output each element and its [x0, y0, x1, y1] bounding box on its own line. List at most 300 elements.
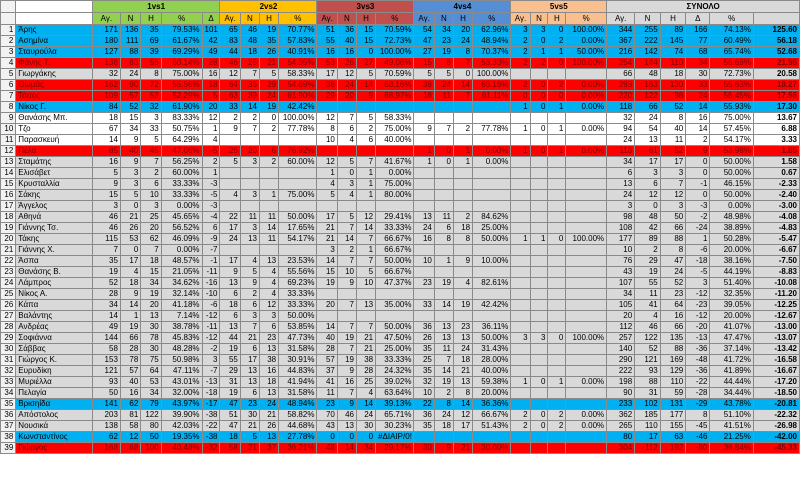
- data-cell[interactable]: 41.72%: [710, 355, 753, 366]
- player-name-cell[interactable]: Κωνσταντίνος: [16, 432, 93, 443]
- data-cell[interactable]: 20.00%: [710, 245, 753, 256]
- data-cell[interactable]: 5: [220, 157, 240, 168]
- data-cell[interactable]: -5: [202, 146, 220, 157]
- data-cell[interactable]: [453, 267, 472, 278]
- data-cell[interactable]: 25.00%: [473, 223, 511, 234]
- data-cell[interactable]: 24: [635, 113, 661, 124]
- data-cell[interactable]: -2: [202, 344, 220, 355]
- data-cell[interactable]: 68.97%: [376, 91, 414, 102]
- data-cell[interactable]: 40: [660, 124, 686, 135]
- data-cell[interactable]: 13: [356, 300, 375, 311]
- data-cell[interactable]: [414, 102, 434, 113]
- data-cell[interactable]: [511, 201, 530, 212]
- data-cell[interactable]: 25: [414, 355, 434, 366]
- data-cell[interactable]: -80: [686, 443, 710, 454]
- data-cell[interactable]: 52: [120, 102, 140, 113]
- data-cell[interactable]: -12: [202, 311, 220, 322]
- data-cell[interactable]: [240, 135, 259, 146]
- data-cell[interactable]: 19: [453, 300, 472, 311]
- row-number-cell[interactable]: 13: [1, 157, 16, 168]
- data-cell[interactable]: 18: [220, 432, 240, 443]
- data-cell[interactable]: 8: [434, 234, 453, 245]
- data-cell[interactable]: 6: [220, 311, 240, 322]
- data-cell[interactable]: 0.67: [753, 168, 799, 179]
- data-cell[interactable]: 136: [120, 25, 140, 36]
- data-cell[interactable]: 39: [240, 91, 259, 102]
- data-cell[interactable]: [473, 201, 511, 212]
- data-cell[interactable]: 155: [660, 421, 686, 432]
- data-cell[interactable]: 28: [92, 289, 120, 300]
- data-cell[interactable]: 33: [414, 300, 434, 311]
- data-cell[interactable]: 76: [607, 256, 635, 267]
- data-cell[interactable]: 24: [260, 91, 279, 102]
- data-cell[interactable]: [511, 223, 530, 234]
- data-cell[interactable]: 50.00%: [710, 190, 753, 201]
- data-cell[interactable]: 0: [120, 201, 140, 212]
- data-cell[interactable]: 10: [414, 256, 434, 267]
- data-cell[interactable]: 1: [548, 377, 566, 388]
- data-cell[interactable]: [337, 311, 356, 322]
- data-cell[interactable]: [530, 256, 548, 267]
- data-cell[interactable]: [434, 179, 453, 190]
- data-cell[interactable]: [530, 278, 548, 289]
- data-cell[interactable]: 24: [686, 91, 710, 102]
- data-cell[interactable]: [548, 223, 566, 234]
- data-cell[interactable]: 56.69%: [710, 58, 753, 69]
- data-cell[interactable]: 5: [202, 91, 220, 102]
- data-cell[interactable]: 3: [511, 333, 530, 344]
- data-cell[interactable]: 35: [260, 36, 279, 47]
- data-cell[interactable]: 40: [317, 333, 337, 344]
- data-cell[interactable]: 16: [317, 47, 337, 58]
- data-cell[interactable]: 47: [220, 421, 240, 432]
- data-cell[interactable]: [548, 300, 566, 311]
- data-cell[interactable]: 38.89%: [710, 223, 753, 234]
- data-cell[interactable]: [279, 135, 317, 146]
- data-cell[interactable]: 14: [356, 223, 375, 234]
- data-cell[interactable]: 80: [607, 432, 635, 443]
- data-cell[interactable]: 1: [530, 234, 548, 245]
- data-cell[interactable]: [453, 289, 472, 300]
- data-cell[interactable]: 57: [317, 355, 337, 366]
- data-cell[interactable]: 100.00%: [566, 25, 607, 36]
- row-number-cell[interactable]: 5: [1, 69, 16, 80]
- player-name-cell[interactable]: Φάνης Τ.: [16, 58, 93, 69]
- data-cell[interactable]: 15: [92, 190, 120, 201]
- data-cell[interactable]: 15: [317, 267, 337, 278]
- data-cell[interactable]: 98: [660, 91, 686, 102]
- data-cell[interactable]: 30: [141, 344, 161, 355]
- player-name-cell[interactable]: Σταυρούλα: [16, 47, 93, 58]
- data-cell[interactable]: 19: [260, 25, 279, 36]
- data-cell[interactable]: -45: [686, 421, 710, 432]
- player-name-cell[interactable]: Πελαγία: [16, 388, 93, 399]
- data-cell[interactable]: 38: [414, 80, 434, 91]
- data-cell[interactable]: -2.33: [753, 179, 799, 190]
- data-cell[interactable]: [279, 201, 317, 212]
- data-cell[interactable]: 0: [317, 432, 337, 443]
- data-cell[interactable]: [337, 201, 356, 212]
- data-cell[interactable]: 180: [92, 36, 120, 47]
- data-cell[interactable]: 4: [337, 135, 356, 146]
- data-cell[interactable]: [566, 69, 607, 80]
- data-cell[interactable]: 64: [141, 366, 161, 377]
- data-cell[interactable]: 0: [686, 190, 710, 201]
- data-cell[interactable]: -36: [686, 344, 710, 355]
- data-cell[interactable]: [434, 201, 453, 212]
- data-cell[interactable]: 45: [141, 146, 161, 157]
- data-cell[interactable]: 12: [317, 113, 337, 124]
- data-cell[interactable]: [566, 256, 607, 267]
- data-cell[interactable]: 61.67%: [161, 36, 202, 47]
- data-cell[interactable]: 17.30: [753, 102, 799, 113]
- data-cell[interactable]: 14: [120, 300, 140, 311]
- data-cell[interactable]: 58.33%: [376, 113, 414, 124]
- data-cell[interactable]: 8: [453, 234, 472, 245]
- data-cell[interactable]: 9: [414, 124, 434, 135]
- data-cell[interactable]: [434, 102, 453, 113]
- subheader-cell[interactable]: Η: [453, 13, 472, 25]
- player-name-cell[interactable]: Άσπα: [16, 256, 93, 267]
- data-cell[interactable]: 100.00%: [279, 113, 317, 124]
- data-cell[interactable]: 42.42%: [473, 300, 511, 311]
- data-cell[interactable]: 23: [434, 36, 453, 47]
- data-cell[interactable]: 0: [530, 102, 548, 113]
- data-cell[interactable]: 4: [240, 256, 259, 267]
- data-cell[interactable]: [511, 344, 530, 355]
- data-cell[interactable]: 74.13%: [710, 25, 753, 36]
- data-cell[interactable]: 1: [356, 179, 375, 190]
- data-cell[interactable]: 7: [660, 179, 686, 190]
- data-cell[interactable]: 6.88: [753, 124, 799, 135]
- data-cell[interactable]: 24.32%: [376, 366, 414, 377]
- data-cell[interactable]: [566, 322, 607, 333]
- data-cell[interactable]: [260, 135, 279, 146]
- data-cell[interactable]: 0: [511, 91, 530, 102]
- data-cell[interactable]: [511, 289, 530, 300]
- subheader-cell[interactable]: Ν: [635, 13, 661, 25]
- data-cell[interactable]: 6: [202, 223, 220, 234]
- data-cell[interactable]: 2: [240, 289, 259, 300]
- data-cell[interactable]: 0: [453, 69, 472, 80]
- data-cell[interactable]: 54.17%: [279, 234, 317, 245]
- data-cell[interactable]: 3: [260, 311, 279, 322]
- data-cell[interactable]: [566, 355, 607, 366]
- data-cell[interactable]: 49.06%: [376, 58, 414, 69]
- data-cell[interactable]: [548, 256, 566, 267]
- data-cell[interactable]: 11: [434, 91, 453, 102]
- data-cell[interactable]: 17: [635, 432, 661, 443]
- data-cell[interactable]: 26: [337, 58, 356, 69]
- data-cell[interactable]: 16: [686, 113, 710, 124]
- data-cell[interactable]: [453, 245, 472, 256]
- data-cell[interactable]: 3: [660, 201, 686, 212]
- data-cell[interactable]: 2: [202, 157, 220, 168]
- data-cell[interactable]: 63: [660, 432, 686, 443]
- data-cell[interactable]: 122: [635, 91, 661, 102]
- subheader-cell[interactable]: Αγ.: [92, 13, 120, 25]
- data-cell[interactable]: 5: [240, 267, 259, 278]
- data-cell[interactable]: [566, 311, 607, 322]
- data-cell[interactable]: 30.91%: [279, 355, 317, 366]
- data-cell[interactable]: 16: [414, 234, 434, 245]
- data-cell[interactable]: 44.68%: [279, 421, 317, 432]
- data-cell[interactable]: 53: [120, 234, 140, 245]
- data-cell[interactable]: -32: [202, 443, 220, 454]
- data-cell[interactable]: 17: [317, 212, 337, 223]
- data-cell[interactable]: 1.85: [753, 146, 799, 157]
- data-cell[interactable]: 135: [660, 333, 686, 344]
- data-cell[interactable]: 23: [660, 289, 686, 300]
- data-cell[interactable]: [530, 355, 548, 366]
- data-cell[interactable]: [548, 311, 566, 322]
- data-cell[interactable]: 0.00%: [473, 157, 511, 168]
- data-cell[interactable]: 89: [635, 234, 661, 245]
- data-cell[interactable]: 3: [530, 333, 548, 344]
- data-cell[interactable]: 37.14%: [710, 344, 753, 355]
- data-cell[interactable]: [566, 168, 607, 179]
- data-cell[interactable]: 56.52%: [161, 223, 202, 234]
- data-cell[interactable]: 16: [120, 388, 140, 399]
- player-name-cell[interactable]: Τάσος: [16, 91, 93, 102]
- data-cell[interactable]: 14: [92, 311, 120, 322]
- data-cell[interactable]: 57: [120, 366, 140, 377]
- data-cell[interactable]: 62: [120, 399, 140, 410]
- data-cell[interactable]: 29.41%: [376, 212, 414, 223]
- player-name-cell[interactable]: Γιάννης Τσ.: [16, 223, 93, 234]
- data-cell[interactable]: 5: [356, 69, 375, 80]
- row-number-cell[interactable]: 16: [1, 190, 16, 201]
- data-cell[interactable]: 50.00%: [473, 333, 511, 344]
- data-cell[interactable]: 45.83%: [161, 333, 202, 344]
- data-cell[interactable]: 38: [317, 80, 337, 91]
- data-cell[interactable]: 2: [240, 113, 259, 124]
- data-cell[interactable]: 36: [414, 410, 434, 421]
- data-cell[interactable]: 17: [317, 69, 337, 80]
- row-number-cell[interactable]: 24: [1, 278, 16, 289]
- data-cell[interactable]: 13: [260, 388, 279, 399]
- data-cell[interactable]: [548, 267, 566, 278]
- data-cell[interactable]: [548, 201, 566, 212]
- data-cell[interactable]: 70.37%: [473, 47, 511, 58]
- data-cell[interactable]: 32: [607, 113, 635, 124]
- data-cell[interactable]: 17: [635, 157, 661, 168]
- data-cell[interactable]: [548, 135, 566, 146]
- data-cell[interactable]: [434, 245, 453, 256]
- data-cell[interactable]: [530, 179, 548, 190]
- data-cell[interactable]: 5: [141, 135, 161, 146]
- data-cell[interactable]: 20.58: [753, 69, 799, 80]
- data-cell[interactable]: 18.27: [753, 80, 799, 91]
- row-number-cell[interactable]: 21: [1, 245, 16, 256]
- row-number-cell[interactable]: 32: [1, 366, 16, 377]
- data-cell[interactable]: 2: [260, 157, 279, 168]
- data-cell[interactable]: 13: [240, 377, 259, 388]
- data-cell[interactable]: 145: [660, 36, 686, 47]
- player-name-cell[interactable]: Σάκης: [16, 190, 93, 201]
- data-cell[interactable]: [511, 135, 530, 146]
- data-cell[interactable]: -20: [686, 322, 710, 333]
- subheader-cell[interactable]: Δ: [202, 13, 220, 25]
- row-number-cell[interactable]: 28: [1, 322, 16, 333]
- data-cell[interactable]: 54.69%: [279, 80, 317, 91]
- data-cell[interactable]: 70.77%: [279, 25, 317, 36]
- data-cell[interactable]: 81: [120, 410, 140, 421]
- data-cell[interactable]: 21: [240, 421, 259, 432]
- data-cell[interactable]: 1: [356, 245, 375, 256]
- data-cell[interactable]: 0: [530, 377, 548, 388]
- data-cell[interactable]: 17: [220, 256, 240, 267]
- data-cell[interactable]: 6: [220, 289, 240, 300]
- data-cell[interactable]: [434, 113, 453, 124]
- data-cell[interactable]: 84: [92, 102, 120, 113]
- data-cell[interactable]: [473, 113, 511, 124]
- data-cell[interactable]: 7: [337, 113, 356, 124]
- data-cell[interactable]: 257: [607, 333, 635, 344]
- data-cell[interactable]: 14: [92, 135, 120, 146]
- data-cell[interactable]: -7: [202, 245, 220, 256]
- data-cell[interactable]: 9: [686, 146, 710, 157]
- data-cell[interactable]: 2: [453, 212, 472, 223]
- data-cell[interactable]: 105: [607, 300, 635, 311]
- data-cell[interactable]: [453, 311, 472, 322]
- data-cell[interactable]: 12: [260, 300, 279, 311]
- subheader-cell[interactable]: Η: [548, 13, 566, 25]
- player-name-cell[interactable]: Ελισάβετ: [16, 168, 93, 179]
- data-cell[interactable]: 23: [414, 278, 434, 289]
- data-cell[interactable]: [356, 146, 375, 157]
- data-cell[interactable]: [453, 113, 472, 124]
- data-cell[interactable]: 13.67: [753, 113, 799, 124]
- data-cell[interactable]: [548, 443, 566, 454]
- data-cell[interactable]: -38: [202, 410, 220, 421]
- data-cell[interactable]: 12: [660, 190, 686, 201]
- data-cell[interactable]: 222: [635, 36, 661, 47]
- data-cell[interactable]: 0: [548, 333, 566, 344]
- corner-cell-2[interactable]: [1, 13, 16, 25]
- data-cell[interactable]: 9: [356, 91, 375, 102]
- data-cell[interactable]: 62: [141, 234, 161, 245]
- data-cell[interactable]: -46: [686, 432, 710, 443]
- data-cell[interactable]: [434, 311, 453, 322]
- subheader-cell[interactable]: Αγ.: [317, 13, 337, 25]
- data-cell[interactable]: [548, 113, 566, 124]
- data-cell[interactable]: 36.36%: [473, 399, 511, 410]
- data-cell[interactable]: 3: [92, 201, 120, 212]
- data-cell[interactable]: 0.00%: [566, 124, 607, 135]
- data-cell[interactable]: 24: [337, 80, 356, 91]
- data-cell[interactable]: 14: [453, 80, 472, 91]
- data-cell[interactable]: 127: [92, 47, 120, 58]
- data-cell[interactable]: 41: [635, 300, 661, 311]
- data-cell[interactable]: 72.73%: [710, 69, 753, 80]
- data-cell[interactable]: 129: [660, 366, 686, 377]
- data-cell[interactable]: [376, 102, 414, 113]
- data-cell[interactable]: 18: [434, 421, 453, 432]
- data-cell[interactable]: [530, 399, 548, 410]
- player-name-cell[interactable]: Νουσικά: [16, 421, 93, 432]
- data-cell[interactable]: 19.35%: [161, 432, 202, 443]
- data-cell[interactable]: 77.78%: [279, 124, 317, 135]
- data-cell[interactable]: 19: [141, 289, 161, 300]
- data-cell[interactable]: [566, 267, 607, 278]
- data-cell[interactable]: 64: [660, 300, 686, 311]
- data-cell[interactable]: 55.63%: [710, 80, 753, 91]
- data-cell[interactable]: 37: [317, 366, 337, 377]
- data-cell[interactable]: 12: [635, 190, 661, 201]
- data-cell[interactable]: 3: [530, 25, 548, 36]
- data-cell[interactable]: 33: [220, 102, 240, 113]
- data-cell[interactable]: 0: [548, 58, 566, 69]
- data-cell[interactable]: 7: [356, 256, 375, 267]
- subheader-cell[interactable]: Ν: [530, 13, 548, 25]
- data-cell[interactable]: 11: [434, 344, 453, 355]
- data-cell[interactable]: 32: [414, 377, 434, 388]
- data-cell[interactable]: 76.92%: [279, 146, 317, 157]
- data-cell[interactable]: 60.49%: [710, 36, 753, 47]
- data-cell[interactable]: 29: [317, 91, 337, 102]
- subheader-cell[interactable]: Ν: [120, 13, 140, 25]
- group-header-5vs5[interactable]: 5vs5: [511, 1, 607, 13]
- data-cell[interactable]: 35: [92, 256, 120, 267]
- data-cell[interactable]: 45.65%: [161, 212, 202, 223]
- data-cell[interactable]: 6: [260, 146, 279, 157]
- data-cell[interactable]: 39.05%: [710, 300, 753, 311]
- subheader-cell[interactable]: %: [473, 13, 511, 25]
- data-cell[interactable]: [279, 245, 317, 256]
- data-cell[interactable]: 50: [660, 212, 686, 223]
- data-cell[interactable]: -2: [686, 212, 710, 223]
- player-name-cell[interactable]: Σοφιάννα: [16, 333, 93, 344]
- data-cell[interactable]: 48.94%: [279, 399, 317, 410]
- data-cell[interactable]: 55.56%: [161, 80, 202, 91]
- subheader-cell[interactable]: Η: [260, 13, 279, 25]
- data-cell[interactable]: [548, 212, 566, 223]
- data-cell[interactable]: 9: [120, 157, 140, 168]
- data-cell[interactable]: 41.51%: [710, 421, 753, 432]
- data-cell[interactable]: 68: [686, 47, 710, 58]
- data-cell[interactable]: [566, 245, 607, 256]
- data-cell[interactable]: 35.00%: [376, 300, 414, 311]
- data-cell[interactable]: [473, 179, 511, 190]
- data-cell[interactable]: 0: [434, 146, 453, 157]
- data-cell[interactable]: 12: [220, 69, 240, 80]
- data-cell[interactable]: 51: [317, 25, 337, 36]
- data-cell[interactable]: 19: [260, 102, 279, 113]
- subheader-cell[interactable]: Αγ.: [220, 13, 240, 25]
- name-subheader-cell[interactable]: [16, 13, 93, 25]
- data-cell[interactable]: 15: [356, 36, 375, 47]
- data-cell[interactable]: [260, 179, 279, 190]
- data-cell[interactable]: -3: [202, 201, 220, 212]
- data-cell[interactable]: 24: [453, 344, 472, 355]
- data-cell[interactable]: 50.00%: [566, 47, 607, 58]
- data-cell[interactable]: 2: [511, 80, 530, 91]
- data-cell[interactable]: [511, 157, 530, 168]
- data-cell[interactable]: 17: [660, 157, 686, 168]
- data-cell[interactable]: 112: [607, 322, 635, 333]
- data-cell[interactable]: 18: [414, 91, 434, 102]
- data-cell[interactable]: 52.68: [753, 47, 799, 58]
- row-number-cell[interactable]: 1: [1, 25, 16, 36]
- data-cell[interactable]: 69.29%: [161, 47, 202, 58]
- player-name-cell[interactable]: Απόστολος: [16, 410, 93, 421]
- data-cell[interactable]: 10: [356, 278, 375, 289]
- data-cell[interactable]: -5: [202, 190, 220, 201]
- data-cell[interactable]: [530, 135, 548, 146]
- data-cell[interactable]: -42.00: [753, 432, 799, 443]
- data-cell[interactable]: 14: [686, 102, 710, 113]
